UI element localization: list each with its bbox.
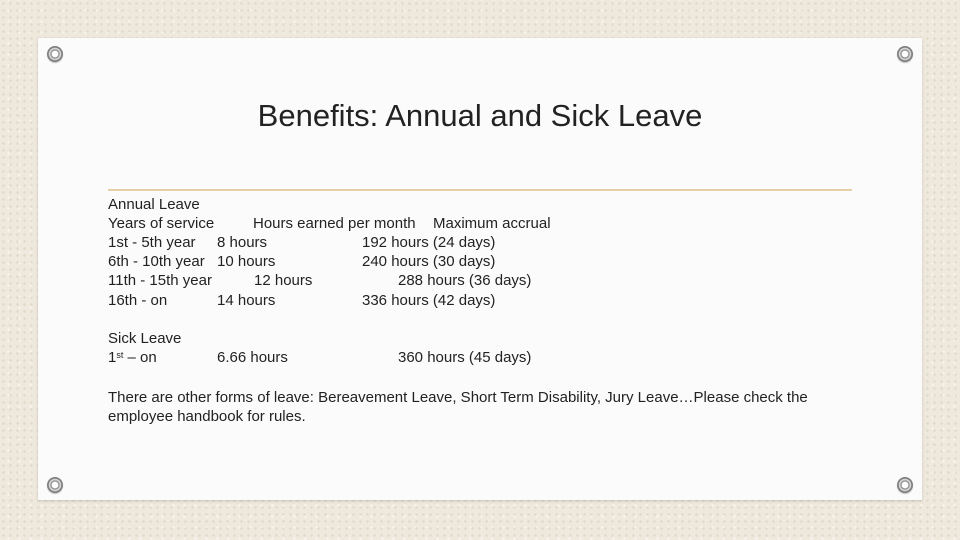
title-divider — [108, 189, 852, 191]
sick-leave-max: 360 hours (45 days) — [398, 349, 532, 366]
rivet-icon — [897, 46, 913, 62]
sick-years-ordinal: st — [116, 350, 124, 360]
annual-leave-heading: Annual Leave — [108, 196, 200, 213]
other-leave-note: There are other forms of leave: Bereavement Leave, Short Term Disability, Jury Leave…Please check the employee handbook for rules. — [108, 389, 808, 425]
table-row-years: 6th - 10th year — [108, 253, 205, 270]
table-row-hours: 14 hours — [217, 292, 276, 309]
table-row-max: 288 hours (36 days) — [398, 272, 532, 289]
table-row-years: 1st - 5th year — [108, 234, 196, 251]
table-row-hours: 10 hours — [217, 253, 276, 270]
sick-leave-years — [108, 348, 157, 367]
header-years-of-service: Years of service — [108, 215, 215, 232]
sick-leave-hours: 6.66 hours — [217, 349, 288, 366]
page-title: Benefits: Annual and Sick Leave — [257, 98, 703, 133]
sick-years-rest: – on — [123, 349, 157, 366]
header-hours-earned: Hours earned per month — [253, 215, 416, 232]
rivet-icon — [897, 477, 913, 493]
rivet-icon — [47, 46, 63, 62]
header-maximum-accrual: Maximum accrual — [433, 215, 551, 232]
table-row-years: 16th - on — [108, 292, 168, 309]
table-row-max: 240 hours (30 days) — [362, 253, 496, 270]
table-row-max: 192 hours (24 days) — [362, 234, 496, 251]
table-row-max: 336 hours (42 days) — [362, 292, 496, 309]
table-row-hours: 8 hours — [217, 234, 268, 251]
table-row-years: 11th - 15th year — [108, 272, 212, 289]
sick-leave-heading: Sick Leave — [108, 330, 182, 347]
rivet-icon — [47, 477, 63, 493]
table-row-hours: 12 hours — [254, 272, 313, 289]
sick-years-number: 1 — [108, 349, 117, 366]
